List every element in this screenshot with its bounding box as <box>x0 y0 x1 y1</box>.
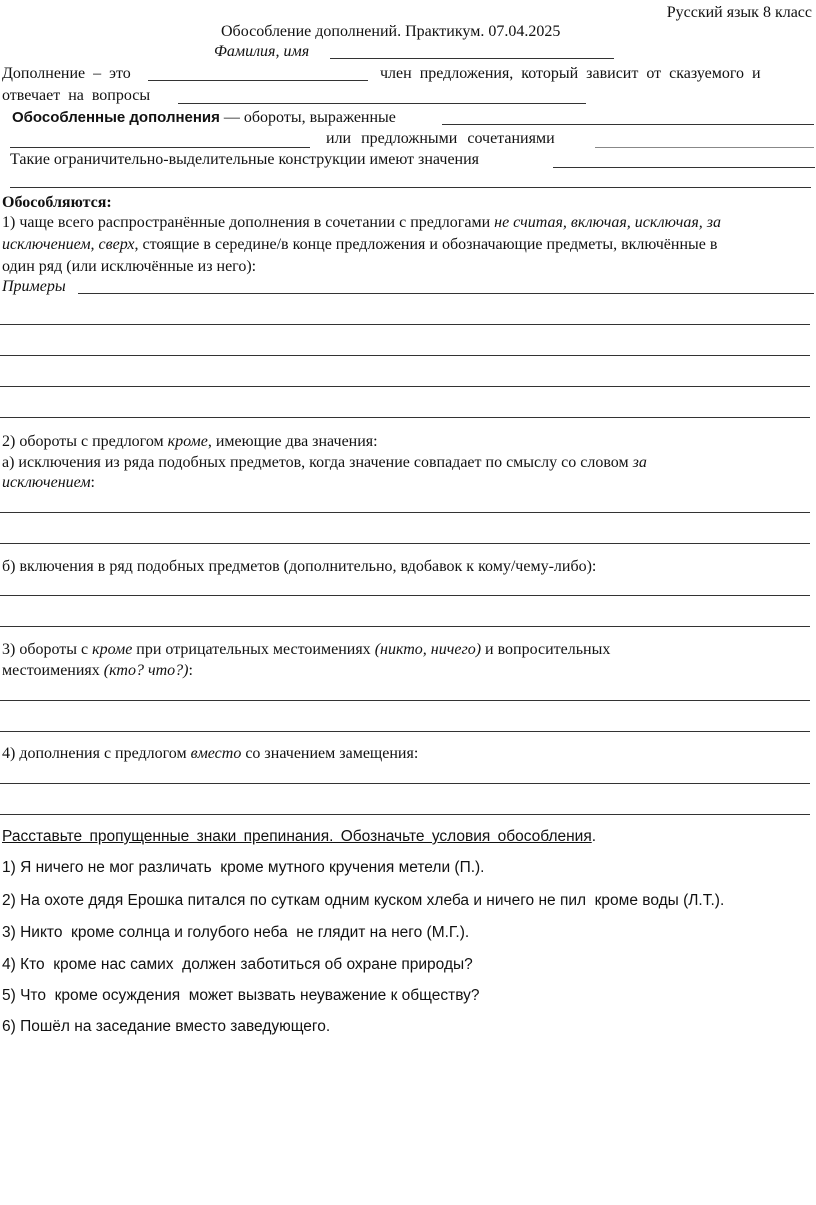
definition-line-2: отвечает на вопросы <box>2 87 151 104</box>
name-label: Фамилия, имя <box>214 43 310 60</box>
name-field[interactable] <box>330 58 614 59</box>
rule-2a-line-1: а) исключения из ряда подобных предметов, когда значение совпадает по смыслу со словом за <box>2 454 647 471</box>
definition-line-1b: член предложения, который зависит от сказуемого и <box>380 65 761 82</box>
rule-2-line: 2) обороты с предлогом кроме, имеющие два значения: <box>2 433 378 450</box>
definition-blank-2[interactable] <box>178 103 586 104</box>
rule-1-line-3: один ряд (или исключённые из него): <box>2 258 257 275</box>
exercise-item-1: 1) Я ничего не мог различать кроме мутного кручения метели (П.). <box>2 859 485 876</box>
exercise-instruction: Расставьте пропущенные знаки препинания. Обозначьте условия обособления. <box>2 828 597 845</box>
rule-4-line: 4) дополнения с предлогом вместо со значением замещения: <box>2 745 419 762</box>
definition-line-5: Такие ограничительно-выделительные конструкции имеют значения <box>10 151 480 168</box>
rule-1-line-2: исключением, сверх, стоящие в середине/в конце предложения и обозначающие предметы, включённые в <box>2 236 718 253</box>
examples-line-4[interactable] <box>0 386 810 387</box>
exercise-item-2: 2) На охоте дядя Ерошка питался по суткам одним куском хлеба и ничего не пил кроме воды (Л.Т.). <box>2 892 725 909</box>
definition-blank-1[interactable] <box>148 80 368 81</box>
examples-line-3[interactable] <box>0 355 810 356</box>
definition-line-1a: Дополнение – это <box>2 65 131 82</box>
worksheet-title: Обособление дополнений. Практикум. 07.04.2025 <box>221 23 561 40</box>
definition-blank-5a[interactable] <box>553 167 815 168</box>
definition-line-3: Обособленные дополнения — обороты, выраженные <box>12 109 396 126</box>
rule-2a-answer-2[interactable] <box>0 543 810 544</box>
rule-2b-line: б) включения в ряд подобных предметов (дополнительно, вдобавок к кому/чему-либо): <box>2 558 597 575</box>
examples-line-5[interactable] <box>0 417 810 418</box>
definition-blank-4a[interactable] <box>10 147 310 148</box>
examples-line-2[interactable] <box>0 324 810 325</box>
rule-3-answer-1[interactable] <box>0 700 810 701</box>
definition-blank-5b[interactable] <box>10 187 811 188</box>
examples-line-1[interactable] <box>78 293 814 294</box>
exercise-item-3: 3) Никто кроме солнца и голубого неба не глядит на него (М.Г.). <box>2 924 470 941</box>
rule-2b-answer-1[interactable] <box>0 595 810 596</box>
definition-line-4: или предложными сочетаниями <box>326 130 555 147</box>
rule-2a-answer-1[interactable] <box>0 512 810 513</box>
rule-3-line-1: 3) обороты с кроме при отрицательных местоимениях (никто, ничего) и вопросительных <box>2 641 611 658</box>
exercise-item-6: 6) Пошёл на заседание вместо заведующего. <box>2 1018 331 1035</box>
rule-4-answer-2[interactable] <box>0 814 810 815</box>
rule-4-answer-1[interactable] <box>0 783 810 784</box>
definition-blank-4b[interactable] <box>595 147 814 148</box>
rules-heading: Обособляются: <box>2 194 112 211</box>
exercise-item-4: 4) Кто кроме нас самих должен заботиться об охране природы? <box>2 956 473 973</box>
rule-2a-line-2: исключением: <box>2 474 95 491</box>
exercise-item-5: 5) Что кроме осуждения может вызвать неуважение к обществу? <box>2 987 480 1004</box>
rule-3-answer-2[interactable] <box>0 731 810 732</box>
definition-blank-3[interactable] <box>442 124 814 125</box>
rule-2b-answer-2[interactable] <box>0 626 810 627</box>
course-label: Русский язык 8 класс <box>666 4 812 21</box>
examples-label: Примеры <box>2 278 66 295</box>
rule-3-line-2: местоимениях (кто? что?): <box>2 662 193 679</box>
rule-1-line-1: 1) чаще всего распространённые дополнения в сочетании с предлогами не считая, включая, исключая, за <box>2 214 722 231</box>
